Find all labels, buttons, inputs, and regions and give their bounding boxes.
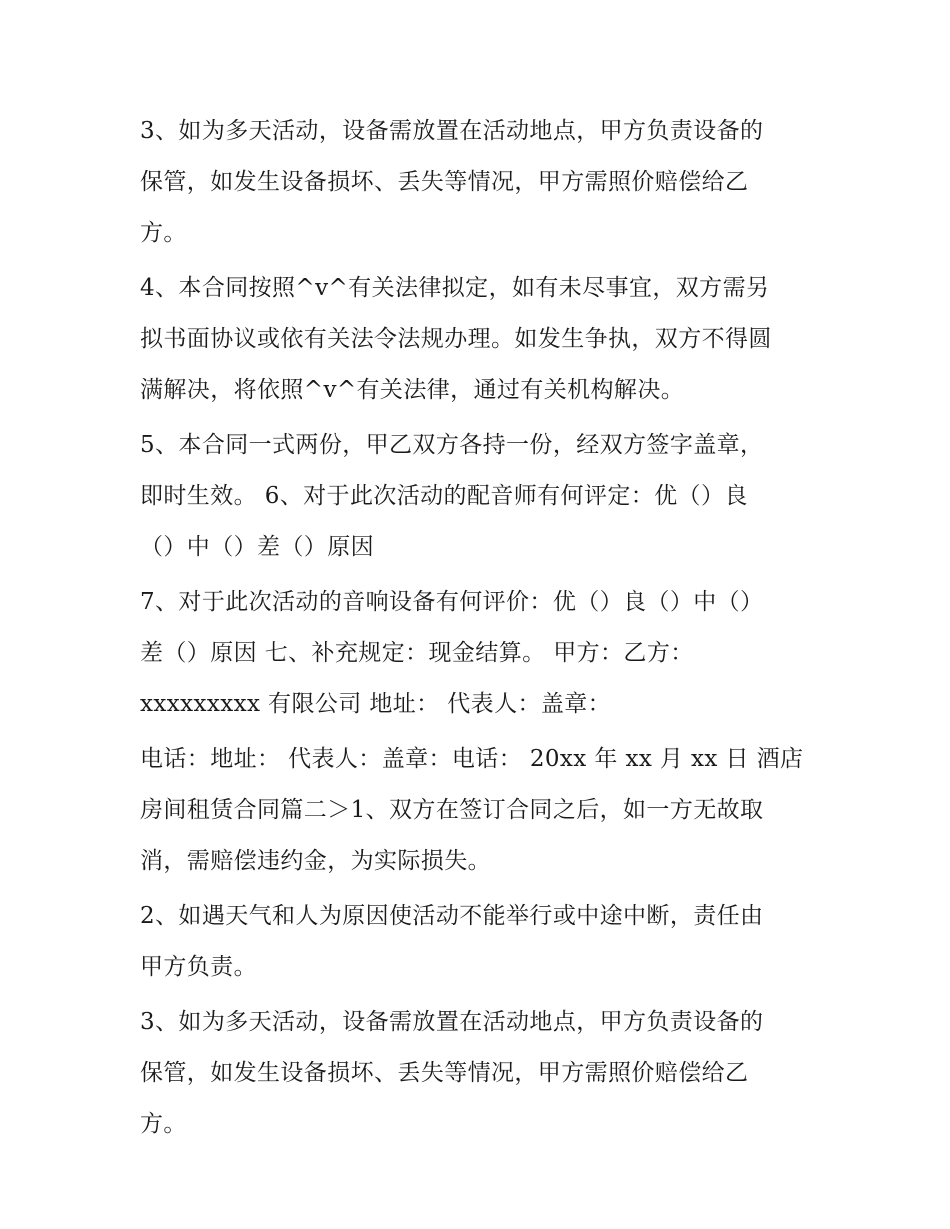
- text-line: 7、对于此次活动的音响设备有何评价：优（）良（）中（）: [140, 589, 764, 615]
- text-line: 方。: [140, 220, 187, 246]
- paragraph-clause-4: [140, 263, 820, 416]
- text-line: 5、本合同一式两份，甲乙双方各持一份，经双方签字盖章，: [140, 432, 764, 458]
- text-line: 拟书面协议或依有关法令法规办理。如发生争执，双方不得圆: [140, 326, 772, 352]
- text-line: 4、本合同按照^v^有关法律拟定，如有未尽事宜，双方需另: [140, 275, 770, 301]
- paragraph-contact-and-contract-two: [140, 734, 820, 887]
- text-line: 电话：地址： 代表人：盖章：电话： 20xx 年 xx 月 xx 日 酒店: [140, 746, 804, 772]
- text-line: 即时生效。 6、对于此次活动的配音师有何评定：优（）良: [140, 483, 748, 509]
- paragraph-clause-5-6: [140, 420, 820, 573]
- text-line: 满解决，将依照^v^有关法律，通过有关机构解决。: [140, 377, 685, 403]
- text-line: 消，需赔偿违约金，为实际损失。: [140, 848, 491, 874]
- text-line: 房间租赁合同篇二＞1、双方在签订合同之后，如一方无故取: [140, 797, 764, 823]
- paragraph-clause-7-signatures: [140, 577, 820, 730]
- paragraph-clause-3: [140, 106, 820, 259]
- paragraph-clause-3-repeat: [140, 997, 820, 1150]
- document-body: [140, 106, 820, 1154]
- paragraph-clause-2: [140, 891, 820, 993]
- text-line: 方。: [140, 1111, 187, 1137]
- text-line: 差（）原因 七、补充规定：现金结算。 甲方：乙方：: [140, 640, 694, 666]
- text-line: 保管，如发生设备损坏、丢失等情况，甲方需照价赔偿给乙: [140, 169, 749, 195]
- text-line: xxxxxxxxx 有限公司 地址： 代表人：盖章：: [140, 691, 612, 717]
- text-line: （）中（）差（）原因: [140, 534, 374, 560]
- text-line: 甲方负责。: [140, 954, 257, 980]
- text-line: 2、如遇天气和人为原因使活动不能举行或中途中断，责任由: [140, 903, 764, 929]
- text-line: 3、如为多天活动，设备需放置在活动地点，甲方负责设备的: [140, 1009, 764, 1035]
- text-line: 保管，如发生设备损坏、丢失等情况，甲方需照价赔偿给乙: [140, 1060, 749, 1086]
- text-line: 3、如为多天活动，设备需放置在活动地点，甲方负责设备的: [140, 118, 764, 144]
